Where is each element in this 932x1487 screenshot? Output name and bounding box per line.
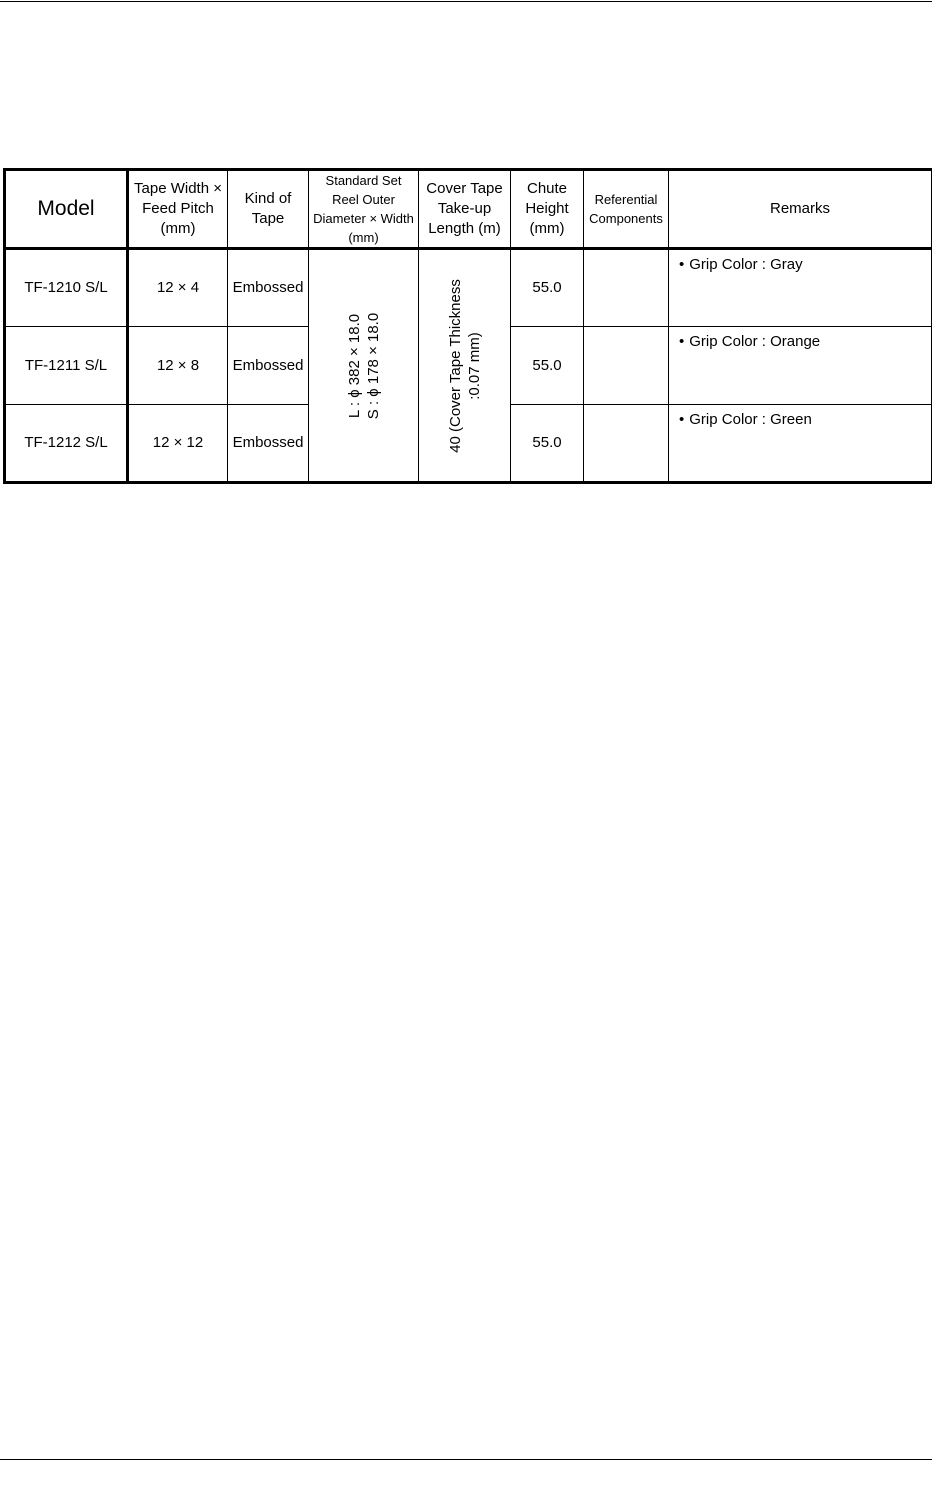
header-tape-width <box>128 170 228 249</box>
table-header-row <box>5 170 932 249</box>
header-chute-line2: Height <box>525 200 569 217</box>
header-kind-line2: Tape <box>251 210 285 227</box>
model-cell: TF-1210 S/L <box>5 249 128 327</box>
reel-size-line-l: L : ϕ 382 × 18.0 <box>345 313 363 418</box>
tape-size-cell: 12 × 8 <box>128 327 228 405</box>
header-chute-height <box>511 170 584 249</box>
reel-size-line-s: S : ϕ 178 × 18.0 <box>364 312 382 419</box>
referential-cell <box>584 327 669 405</box>
header-tape-width-line2: Feed Pitch <box>142 200 214 217</box>
table-row <box>5 249 932 327</box>
kind-cell: Embossed <box>228 249 309 327</box>
header-kind-line1: Kind of <box>244 190 292 207</box>
tape-size-cell: 12 × 12 <box>128 405 228 483</box>
tape-feeder-spec-table <box>3 168 932 484</box>
remarks-cell <box>669 327 932 405</box>
cover-tape-cell <box>419 249 511 483</box>
bullet-icon: • <box>679 411 685 428</box>
header-chute-line3: (mm) <box>529 220 565 237</box>
top-rule <box>0 1 932 2</box>
header-tape-width-line3: (mm) <box>160 220 196 237</box>
header-kind-of-tape <box>228 170 309 249</box>
header-reel-line1: Standard Set <box>325 173 402 188</box>
header-reel-line4: (mm) <box>348 230 379 245</box>
header-cover-line1: Cover Tape <box>426 180 503 197</box>
bullet-icon: • <box>679 256 685 273</box>
referential-cell <box>584 249 669 327</box>
kind-cell: Embossed <box>228 405 309 483</box>
chute-height-cell: 55.0 <box>511 327 584 405</box>
header-ref-line1: Referential <box>594 192 658 207</box>
model-cell: TF-1212 S/L <box>5 405 128 483</box>
header-tape-width-line1: Tape Width × <box>134 180 222 197</box>
header-reel-line3: Diameter × Width <box>313 211 414 226</box>
header-cover-tape <box>419 170 511 249</box>
cover-tape-text <box>446 249 484 483</box>
kind-cell: Embossed <box>228 327 309 405</box>
tape-size-cell: 12 × 4 <box>128 249 228 327</box>
referential-cell <box>584 405 669 483</box>
model-cell: TF-1211 S/L <box>5 327 128 405</box>
bottom-rule <box>0 1459 932 1460</box>
remark-text: Grip Color : Green <box>689 411 812 428</box>
reel-size-text <box>345 249 383 483</box>
header-model: Model <box>5 170 128 249</box>
header-reel-line2: Reel Outer <box>332 192 395 207</box>
remark-text: Grip Color : Gray <box>689 256 803 273</box>
reel-size-cell <box>309 249 419 483</box>
bullet-icon: • <box>679 333 685 350</box>
remarks-cell <box>669 249 932 327</box>
header-reel-size <box>309 170 419 249</box>
remark-text: Grip Color : Orange <box>689 333 821 350</box>
header-chute-line1: Chute <box>526 180 568 197</box>
header-cover-line3: Length (m) <box>428 220 501 237</box>
chute-height-cell: 55.0 <box>511 249 584 327</box>
header-ref-line2: Components <box>589 211 663 226</box>
header-cover-line2: Take-up <box>437 200 492 217</box>
cover-tape-line2: :0.07 mm) <box>465 331 483 400</box>
header-referential-components <box>584 170 669 249</box>
remarks-cell <box>669 405 932 483</box>
chute-height-cell: 55.0 <box>511 405 584 483</box>
header-remarks: Remarks <box>669 170 932 249</box>
cover-tape-line1: 40 (Cover Tape Thickness <box>446 278 464 453</box>
